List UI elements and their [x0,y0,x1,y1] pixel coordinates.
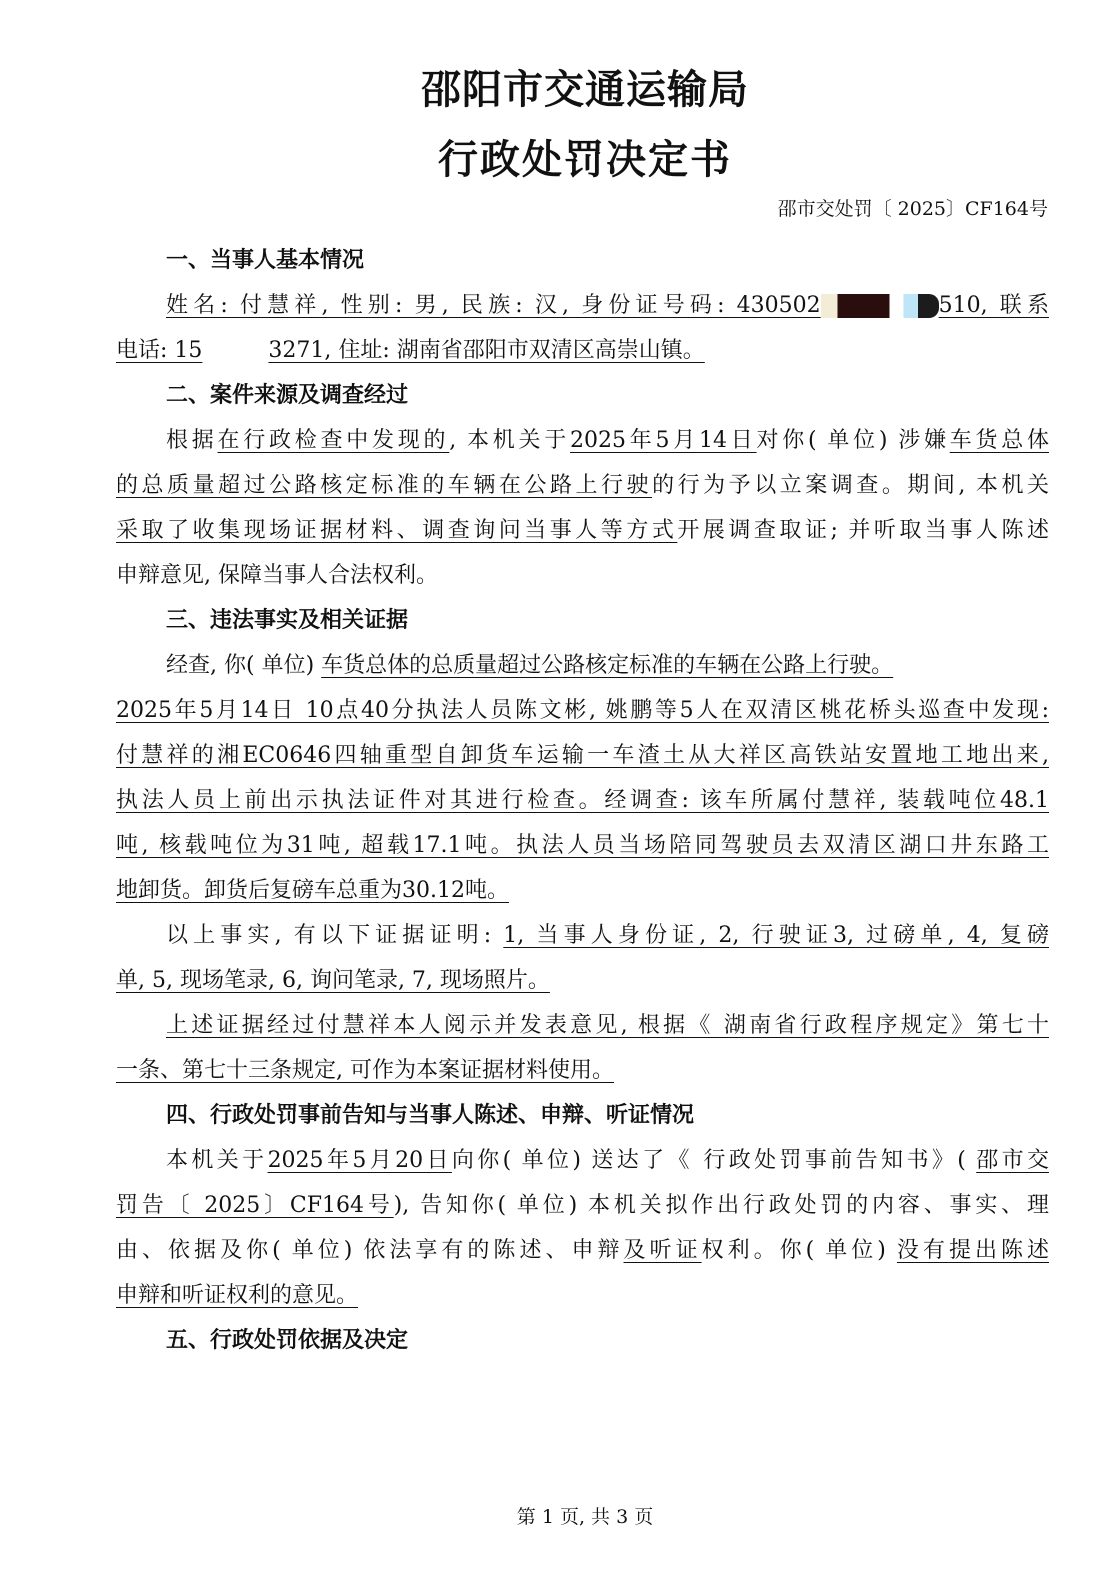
facts-line-4: 执法人员上前出示执法证件对其进行检查。经调查: 该车所属付慧祥, 装载吨位48.1 [116,788,1049,813]
section-heading-5: 五、行政处罚依据及决定 [166,1328,409,1353]
agency-title: 邵阳市交通运输局 [421,67,749,113]
facts-line-3: 付慧祥的湘EC0646四轴重型自卸货车运输一车渣土从大祥区高铁站安置地工地出来, [116,743,1049,768]
evidence-basis-line-2: 一条、第七十三条规定, 可作为本案证据材料使用。 [116,1058,614,1083]
document-title: 行政处罚决定书 [438,137,732,183]
section-heading-2: 二、案件来源及调查经过 [166,383,409,408]
evidence-line-1: 以上事实, 有以下证据证明: 1, 当事人身份证, 2, 行驶证3, 过磅单, 4, 复磅 [166,923,1049,948]
notice-line-1: 本机关于2025年5月20日向你( 单位) 送达了《 行政处罚事前告知书》( 邵市交 [166,1148,1049,1173]
facts-line-6: 地卸货。卸货后复磅车总重为30.12吨。 [116,878,509,903]
section-heading-1: 一、当事人基本情况 [166,248,365,273]
facts-line-2: 2025年5月14日 10点40分执法人员陈文彬, 姚鹏等5人在双清区桃花桥头巡查中发现: [116,698,1049,723]
evidence-basis-line-1: 上述证据经过付慧祥本人阅示并发表意见, 根据《 湖南省行政程序规定》第七十 [166,1013,1049,1038]
case-source-line-2: 的总质量超过公路核定标准的车辆在公路上行驶的行为予以立案调查。期间, 本机关 [116,473,1049,498]
notice-line-2: 罚告〔 2025〕CF164号), 告知你( 单位) 本机关拟作出行政处罚的内容、事实、理 [116,1193,1049,1218]
party-info-line-1: 姓名: 付慧祥, 性别: 男, 民族: 汉, 身份证号码: 430502 510, 联系 [166,293,1049,318]
facts-line-1: 经查, 你( 单位) 车货总体的总质量超过公路核定标准的车辆在公路上行驶。 [166,653,894,678]
party-info-line-2: 电话: 15 3271, 住址: 湖南省邵阳市双清区高崇山镇。 [116,338,705,363]
page-number: 第 1 页, 共 3 页 [516,1506,654,1528]
case-source-line-3: 采取了收集现场证据材料、调查询问当事人等方式开展调查取证; 并听取当事人陈述 [116,518,1049,543]
redaction-mark [202,339,268,363]
section-heading-3: 三、违法事实及相关证据 [166,608,409,633]
redaction-mark [821,294,939,318]
notice-line-3: 由、依据及你( 单位) 依法享有的陈述、申辩及听证权利。你( 单位) 没有提出陈述 [116,1238,1049,1263]
document-body [116,238,1049,1363]
document-number: 邵市交处罚〔 2025〕CF164号 [777,198,1048,220]
notice-line-4: 申辩和听证权利的意见。 [116,1283,359,1308]
case-source-line-1: 根据在行政检查中发现的, 本机关于2025年5月14日对你( 单位) 涉嫌车货总体 [166,428,1049,453]
evidence-line-2: 单, 5, 现场笔录, 6, 询问笔录, 7, 现场照片。 [116,968,550,993]
case-source-line-4: 申辩意见, 保障当事人合法权利。 [116,563,438,588]
section-heading-4: 四、行政处罚事前告知与当事人陈述、申辩、听证情况 [166,1103,695,1128]
facts-line-5: 吨, 核载吨位为31吨, 超载17.1吨。执法人员当场陪同驾驶员去双清区湖口井东路工 [116,833,1049,858]
